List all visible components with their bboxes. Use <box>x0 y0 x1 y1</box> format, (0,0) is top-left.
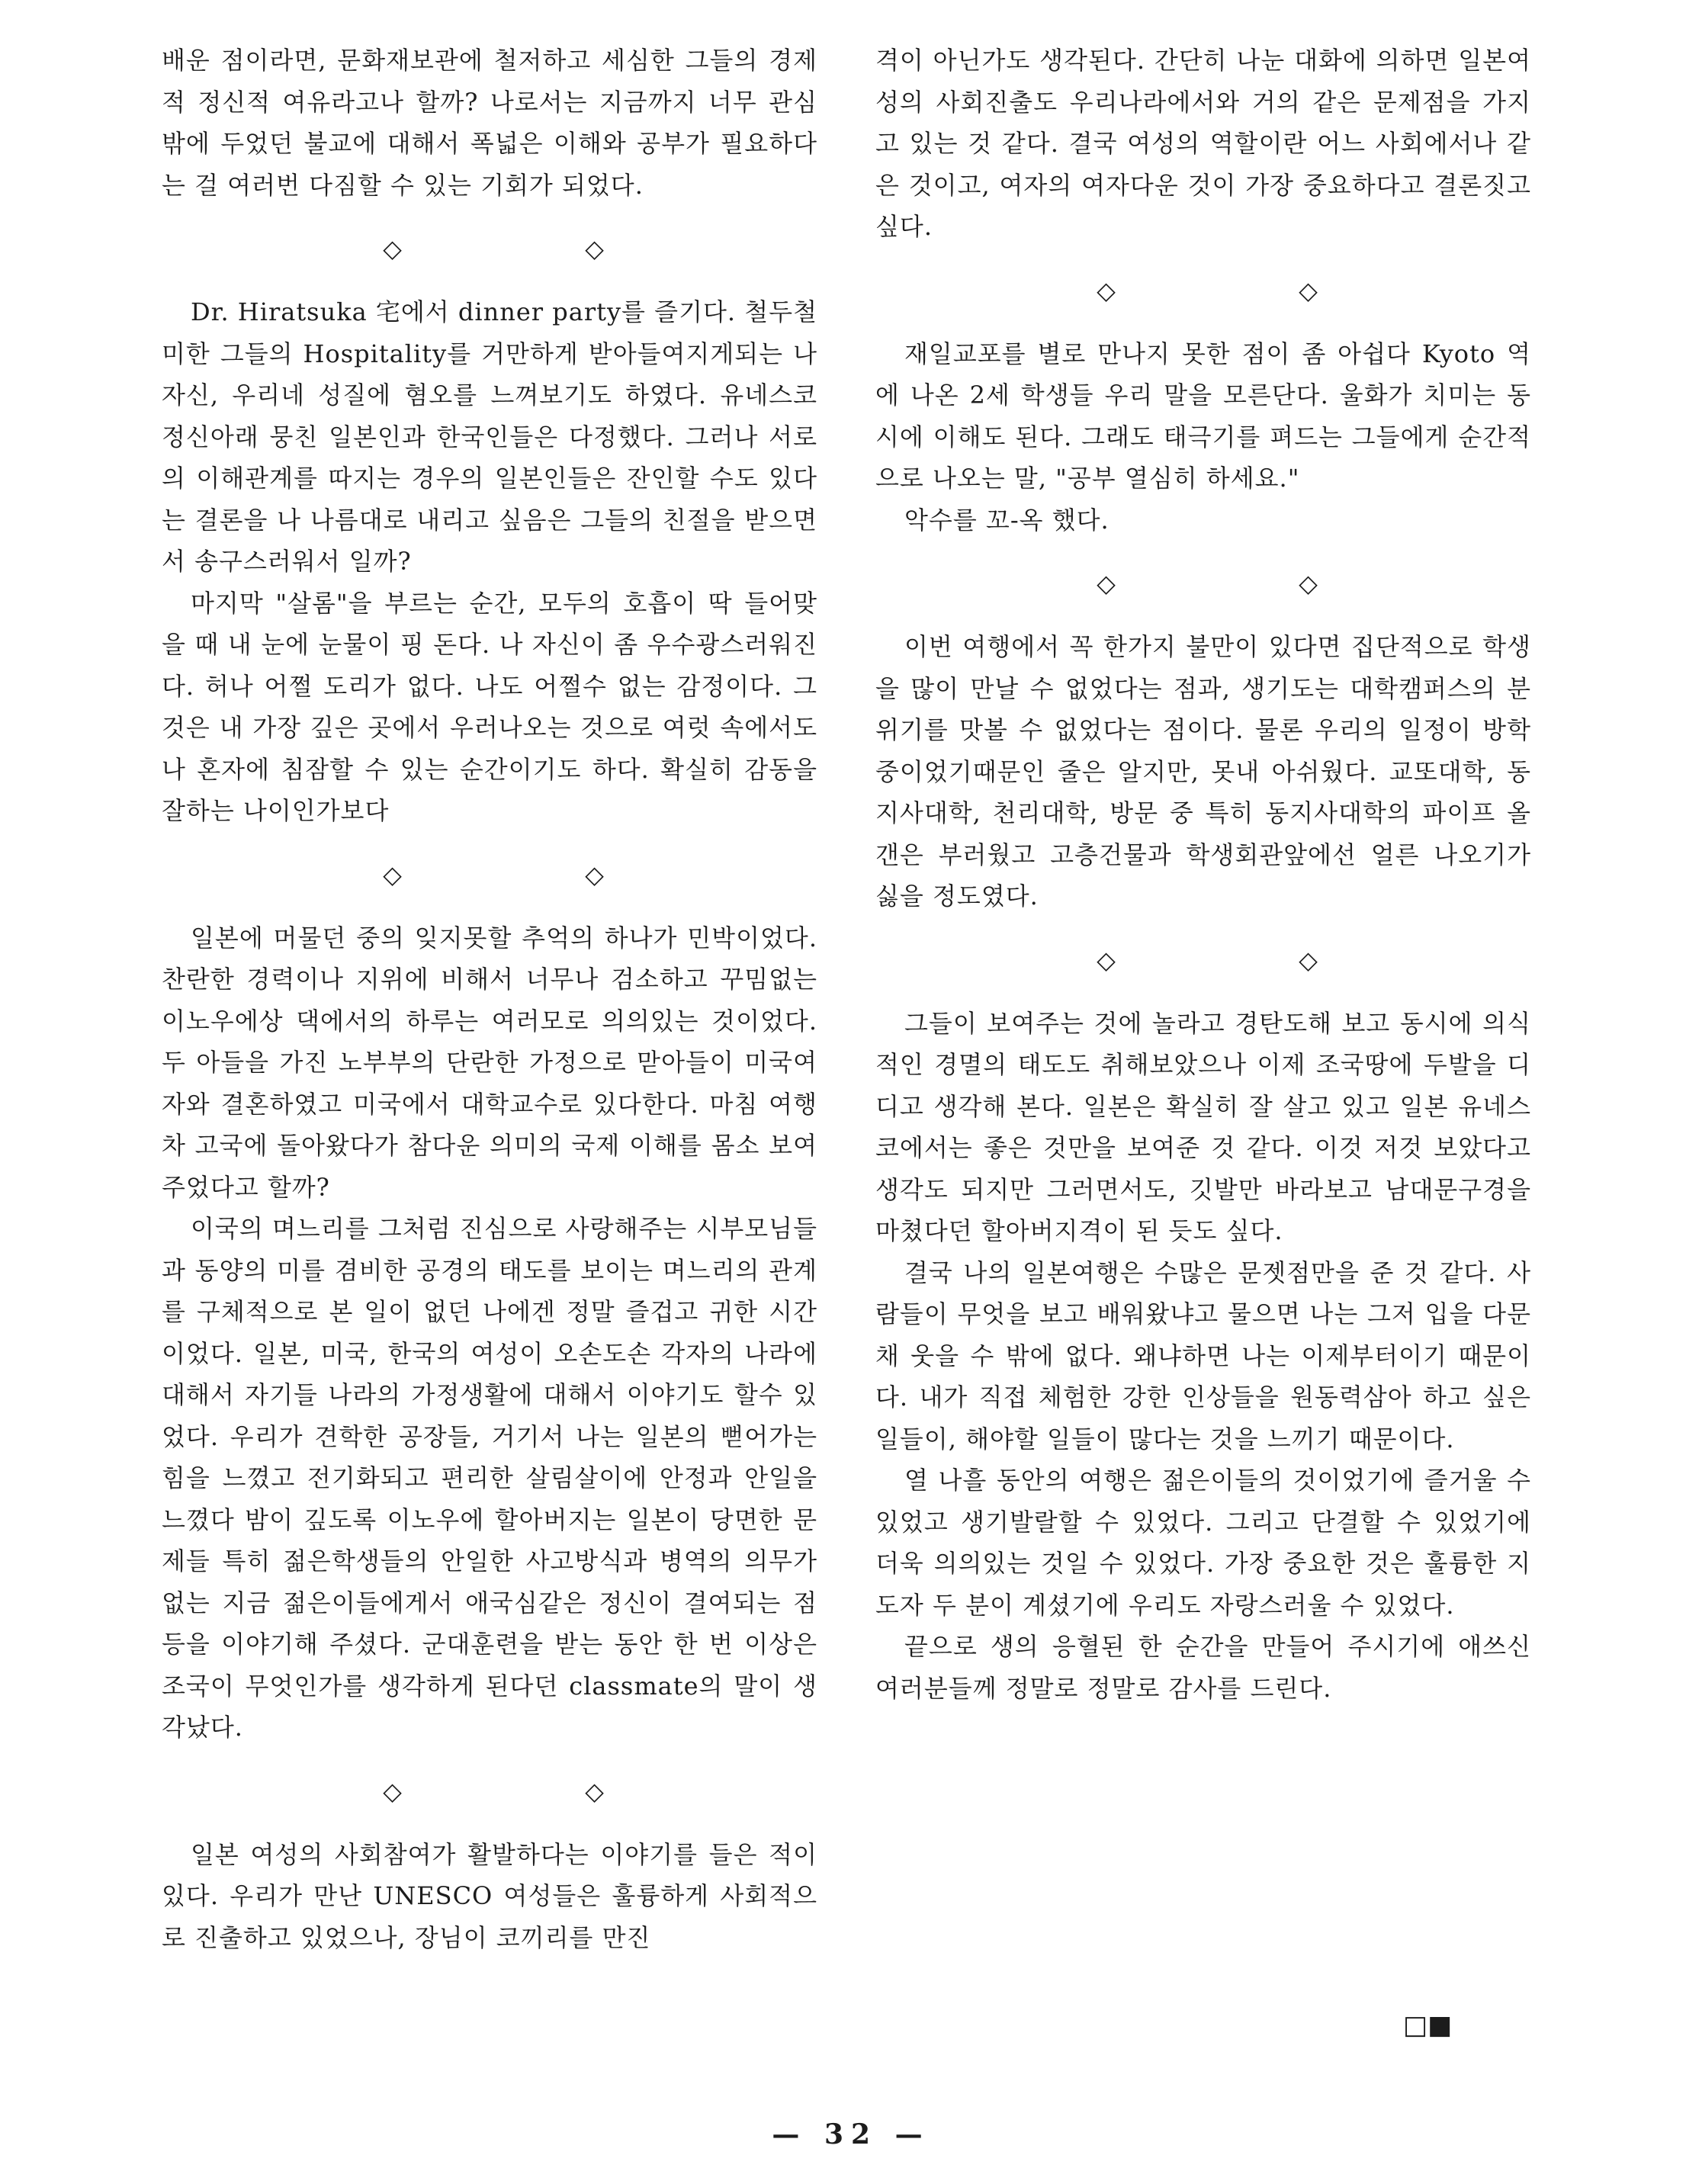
diamond-icon: ◇ <box>1299 275 1318 305</box>
section-separator <box>875 917 1531 1003</box>
section-separator <box>162 1749 817 1834</box>
paragraph: 이번 여행에서 꼭 한가지 불만이 있다면 집단적으로 학생을 많이 만날 수 없었다는 점과, 생기도는 대학캠퍼스의 분위기를 맛볼 수 없었다는 점이다. 물론 우리의 일정이 방학 중이었기때문인 줄은 알지만, 못내 아쉬웠다. 교또대학, 동지사대학, 천리대학, 방문 중 특히 동지사대학의 파이프 올갠은 부러웠고 고층건물과 학생회관앞에선 얼른 나오기가 싫을 정도였다. <box>875 632 1531 911</box>
diamond-icon: ◇ <box>585 1776 604 1806</box>
paragraph: 재일교포를 별로 만나지 못한 점이 좀 아쉽다 Kyoto 역에 나온 2세 학생들 우리 말을 모른단다. 울화가 치미는 동시에 이해도 된다. 그래도 태극기를 펴드는 그들에게 순간적으로 나오는 말, "공부 열심히 하세요." <box>875 339 1531 493</box>
paragraph: Dr. Hiratsuka 宅에서 dinner party를 즐기다. 철두철미한 그들의 Hospitality를 거만하게 받아들여지게되는 나 자신, 우리네 성질에 혐오를 느껴보기도 하였다. 유네스코 정신아래 뭉친 일본인과 한국인들은 다정했다. 그러나 서로의 이해관계를 따지는 경우의 일본인들은 잔인할 수도 있다는 결론을 나 나름대로 내리고 싶음은 그들의 친절을 받으면서 송구스러워서 일까? <box>162 297 817 576</box>
paragraph: 악수를 꼬-옥 했다. <box>904 505 1110 535</box>
diamond-icon: ◇ <box>585 234 604 263</box>
right-column <box>875 40 1531 1709</box>
paragraph: 결국 나의 일본여행은 수많은 문젯점만을 준 것 같다. 사람들이 무엇을 보고 배워왔냐고 물으면 나는 그저 입을 다문 채 웃을 수 밖에 없다. 왜냐하면 나는 이제부터이기 때문이다. 내가 직접 체험한 강한 인상들을 원동력삼아 하고 싶은 일들이, 해야할 일들이 많다는 것을 느끼기 때문이다. <box>875 1257 1531 1453</box>
diamond-icon: ◇ <box>1299 569 1318 598</box>
diamond-icon: ◇ <box>1097 275 1116 305</box>
paragraph: 마지막 "살롬"을 부르는 순간, 모두의 호흡이 딱 들어맞을 때 내 눈에 눈물이 핑 돈다. 나 자신이 좀 우수광스러워진다. 허나 어쩔 도리가 없다. 나도 어쩔수 없는 감정이다. 그것은 내 가장 깊은 곳에서 우러나오는 것으로 여럿 속에서도 나 혼자에 침잠할 수 있는 순간이기도 하다. 확실히 감동을 잘하는 나이인가보다 <box>162 588 817 825</box>
page-number: — 32 — <box>772 2118 930 2150</box>
diamond-icon: ◇ <box>1097 945 1116 975</box>
diamond-icon: ◇ <box>383 1776 402 1806</box>
diamond-icon: ◇ <box>1097 569 1116 598</box>
paragraph: 열 나흘 동안의 여행은 젊은이들의 것이었기에 즐거울 수 있었고 생기발랄할 수 있었다. 그리고 단결할 수 있었기에 더욱 의의있는 것일 수 있었다. 가장 중요한 것은 훌륭한 지도자 두 분이 계셨기에 우리도 자랑스러울 수 있었다. <box>875 1466 1531 1620</box>
end-mark: □■ <box>1403 2010 1453 2041</box>
paragraph: 이국의 며느리를 그처럼 진심으로 사랑해주는 시부모님들과 동양의 미를 겸비한 공경의 태도를 보이는 며느리의 관계를 구체적으로 본 일이 없던 나에겐 정말 즐겁고 귀한 시간이었다. 일본, 미국, 한국의 여성이 오손도손 각자의 나라에 대해서 자기들 나라의 가정생활에 대해서 이야기도 할수 있었다. 우리가 견학한 공장들, 거기서 나는 일본의 뻗어가는 힘을 느꼈고 전기화되고 편리한 살림살이에 안정과 안일을 느꼈다 밤이 깊도록 이노우에 할아버지는 일본이 당면한 문제들 특히 젊은학생들의 안일한 사고방식과 병역의 의무가 없는 지금 젊은이들에게서 애국심같은 정신이 결여되는 점등을 이야기해 주셨다. 군대훈련을 받는 동안 한 번 이상은 조국이 무엇인가를 생각하게 된다던 classmate의 말이 생각났다. <box>162 1214 817 1742</box>
paragraph: 일본 여성의 사회참여가 활발하다는 이야기를 들은 적이 있다. 우리가 만난 UNESCO 여성들은 훌륭하게 사회적으로 진출하고 있었으나, 장님이 코끼리를 만진 <box>162 1839 817 1952</box>
paragraph: 일본에 머물던 중의 잊지못할 추억의 하나가 민박이었다. 찬란한 경력이나 지위에 비해서 너무나 검소하고 꾸밈없는 이노우에상 댁에서의 하루는 여러모로 의의있는 것이었다. 두 아들을 가진 노부부의 단란한 가정으로 맏아들이 미국여자와 결혼하였고 미국에서 대학교수로 있다한다. 마침 여행차 고국에 돌아왔다가 참다운 의미의 국제 이해를 몸소 보여주었다고 할까? <box>162 923 817 1202</box>
paragraph: 격이 아닌가도 생각된다. 간단히 나눈 대화에 의하면 일본여성의 사회진출도 우리나라에서와 거의 같은 문제점을 가지고 있는 것 같다. 결국 여성의 역할이란 어느 사회에서나 같은 것이고, 여자의 여자다운 것이 가장 중요하다고 결론짓고 싶다. <box>875 46 1531 241</box>
paragraph: 배운 점이라면, 문화재보관에 철저하고 세심한 그들의 경제적 정신적 여유라고나 할까? 나로서는 지금까지 너무 관심밖에 두었던 불교에 대해서 폭넓은 이해와 공부가 필요하다는 걸 여러번 다짐할 수 있는 기회가 되었다. <box>162 46 817 200</box>
paragraph: 끝으로 생의 응혈된 한 순간을 만들어 주시기에 애쓰신 여러분들께 정말로 정말로 감사를 드린다. <box>875 1632 1531 1703</box>
diamond-icon: ◇ <box>383 859 402 889</box>
diamond-icon: ◇ <box>1299 945 1318 975</box>
section-separator <box>875 248 1531 333</box>
paragraph: 그들이 보여주는 것에 놀라고 경탄도해 보고 동시에 의식적인 경멸의 태도도 취해보았으나 이제 조국땅에 두발을 디디고 생각해 본다. 일본은 확실히 잘 살고 있고 일본 유네스코에서는 좋은 것만을 보여준 것 같다. 이것 저것 보았다고 생각도 되지만 그러면서도, 깃발만 바라보고 남대문구경을 마쳤다던 할아버지격이 된 듯도 싶다. <box>875 1008 1531 1245</box>
section-separator <box>875 541 1531 626</box>
diamond-icon: ◇ <box>383 234 402 263</box>
left-column <box>162 40 817 1958</box>
diamond-icon: ◇ <box>585 859 604 889</box>
section-separator <box>162 832 817 917</box>
section-separator <box>162 206 817 291</box>
